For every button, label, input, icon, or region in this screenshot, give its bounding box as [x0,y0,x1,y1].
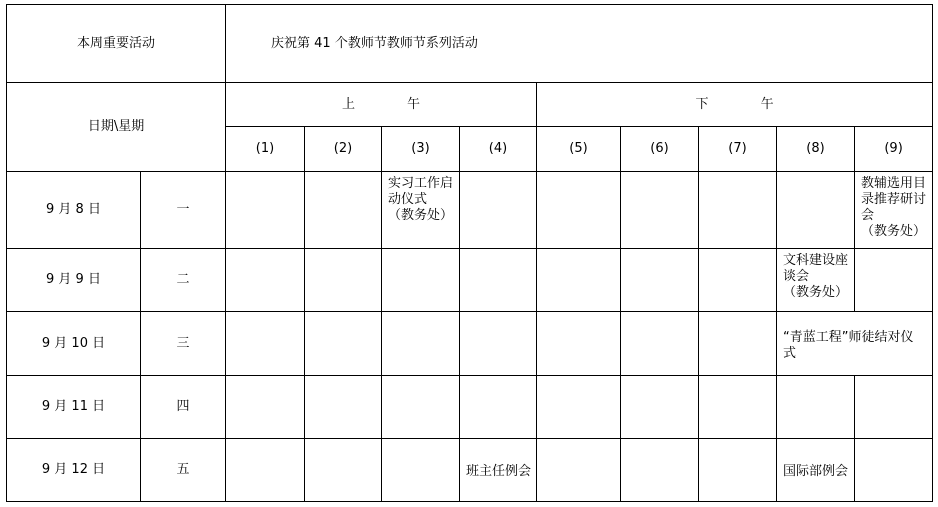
event-text-line: “青蓝工程”师徒结对仪 [783,329,914,345]
event-cell [855,172,933,249]
empty-slot [305,249,382,312]
empty-slot [699,172,777,249]
period-header-cell: (3) [382,127,460,172]
period-header-cell: (5) [537,127,621,172]
am-pm-header-row [7,83,933,127]
empty-slot [382,439,460,502]
date-cell: 9 月 12 日 [7,439,141,502]
afternoon-label-right: 午 [760,96,774,112]
empty-slot [699,376,777,439]
empty-slot [305,376,382,439]
period-header-cell: (6) [621,127,699,172]
date-cell: 9 月 11 日 [7,376,141,439]
empty-slot [382,312,460,376]
period-header-cell: (9) [855,127,933,172]
date-cell: 9 月 10 日 [7,312,141,376]
period-header-cell: (2) [305,127,382,172]
empty-slot [777,172,855,249]
empty-slot [699,312,777,376]
empty-slot [621,249,699,312]
weekly-schedule-table [6,4,933,502]
schedule-row-tuesday [7,249,933,312]
date-cell: 9 月 9 日 [7,249,141,312]
event-text-line: 实习工作启 [388,176,454,191]
empty-slot [537,312,621,376]
period-header-cell: (8) [777,127,855,172]
week-label: 本周重要活动 [77,35,156,51]
schedule-row-friday [7,439,933,502]
empty-slot [460,172,537,249]
weekday-cell: 五 [141,439,226,502]
week-activity-row [7,5,933,83]
empty-slot [305,172,382,249]
event-text-line: 式 [783,345,797,361]
empty-slot [460,376,537,439]
empty-slot [382,249,460,312]
date-weekday-header-cell [7,83,226,172]
period-header-cell: (7) [699,127,777,172]
morning-label-left: 上 [342,96,356,112]
empty-slot [537,376,621,439]
afternoon-header-cell [537,83,933,127]
period-header-cell: (1) [226,127,305,172]
empty-slot [699,439,777,502]
event-text-line: 谈会 [783,269,810,284]
empty-slot [305,312,382,376]
afternoon-label-left: 下 [695,96,709,112]
empty-slot [460,249,537,312]
event-text-line: 文科建设座 [783,253,849,268]
event-cell [460,439,537,502]
event-text-line: 国际部例会 [783,464,849,479]
empty-slot [699,249,777,312]
empty-slot [621,172,699,249]
empty-slot [621,376,699,439]
event-organizer: （教务处） [783,285,849,300]
event-cell [777,312,933,376]
event-text-line: 会 [861,208,875,223]
morning-header-cell [226,83,537,127]
week-activity-text: 庆祝第 41 个教师节教师节系列活动 [271,35,478,51]
weekday-cell: 三 [141,312,226,376]
week-label-cell [7,5,226,83]
empty-slot [226,249,305,312]
empty-slot [621,439,699,502]
empty-slot [305,439,382,502]
schedule-row-monday [7,172,933,249]
morning-label-right: 午 [407,96,421,112]
empty-slot [226,312,305,376]
empty-slot [226,376,305,439]
empty-slot [855,376,933,439]
empty-slot [855,249,933,312]
empty-slot [537,249,621,312]
schedule-row-wednesday [7,312,933,376]
date-weekday-label: 日期\星期 [87,119,145,134]
empty-slot [226,439,305,502]
event-text-line: 动仪式 [388,192,428,207]
empty-slot [460,312,537,376]
weekday-cell: 二 [141,249,226,312]
empty-slot [226,172,305,249]
event-text-line: 班主任例会 [466,464,532,479]
empty-slot [537,172,621,249]
event-organizer: （教务处） [861,224,927,239]
event-text-line: 教辅选用目 [861,176,927,191]
week-activity-cell [226,5,933,83]
schedule-row-thursday [7,376,933,439]
event-cell [777,439,855,502]
empty-slot [777,376,855,439]
period-header-cell: (4) [460,127,537,172]
date-cell: 9 月 8 日 [7,172,141,249]
event-text-line: 录推荐研讨 [861,192,927,207]
event-cell [777,249,855,312]
empty-slot [537,439,621,502]
empty-slot [621,312,699,376]
weekday-cell: 四 [141,376,226,439]
empty-slot [382,376,460,439]
weekday-cell: 一 [141,172,226,249]
empty-slot [855,439,933,502]
event-cell [382,172,460,249]
event-organizer: （教务处） [388,208,454,223]
